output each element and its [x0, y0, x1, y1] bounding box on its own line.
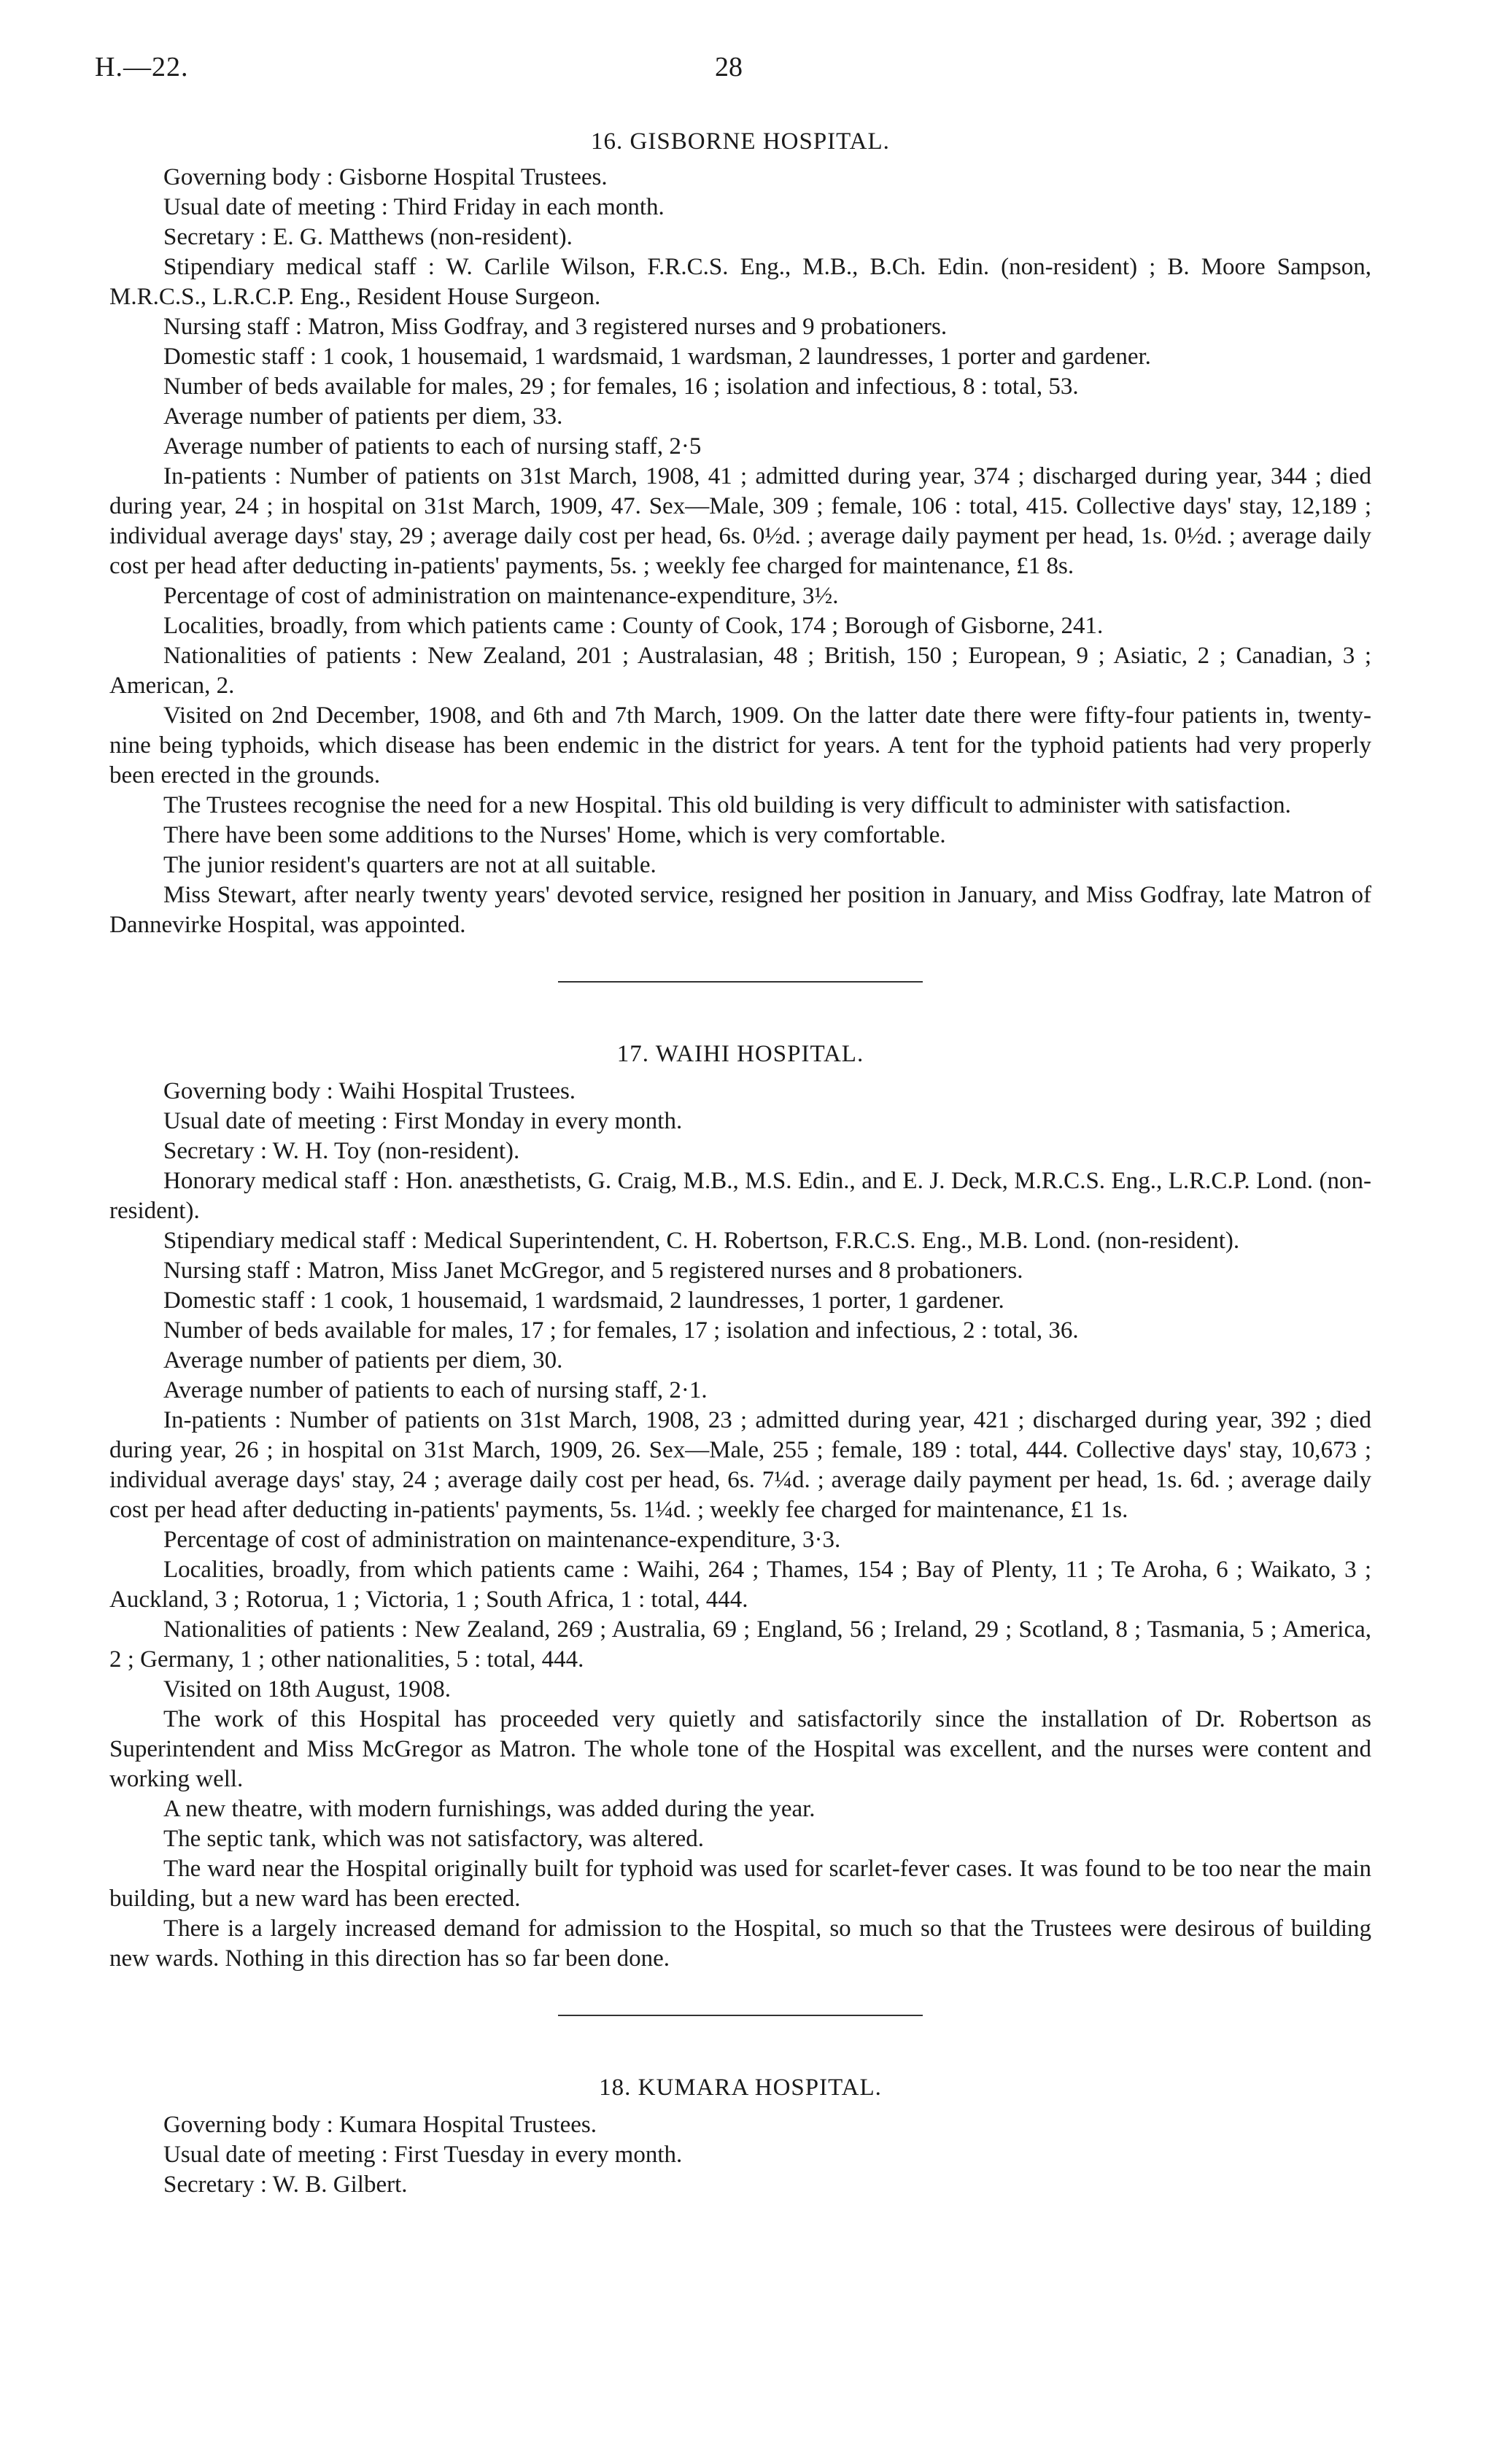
- paragraph: Localities, broadly, from which patients came : Waihi, 264 ; Thames, 154 ; Bay of Plenty, 11 ; Te Aroha, 6 ; Waikato, 3 ; Auckland, 3 ; Rotorua, 1 ; Victoria, 1 ; South Africa, 1 : total, 444.: [109, 1557, 1371, 1613]
- paragraph: The septic tank, which was not satisfactory, was altered.: [163, 1826, 705, 1852]
- paragraph: Percentage of cost of administration on maintenance-expenditure, 3½.: [163, 583, 839, 609]
- paragraph: Usual date of meeting : Third Friday in each month.: [163, 194, 665, 220]
- paragraph: Percentage of cost of administration on maintenance-expenditure, 3·3.: [163, 1527, 841, 1553]
- paragraph: Average number of patients per diem, 33.: [163, 403, 563, 430]
- section-title: 16. GISBORNE HOSPITAL.: [591, 128, 890, 155]
- paragraph: The junior resident's quarters are not at all suitable.: [163, 852, 656, 878]
- paragraph: Visited on 18th August, 1908.: [163, 1676, 452, 1702]
- paragraph: Average number of patients to each of nursing staff, 2·1.: [163, 1377, 708, 1403]
- paragraph: The Trustees recognise the need for a new Hospital. This old building is very difficult to administer with satisfaction.: [163, 792, 1291, 818]
- paragraph: Localities, broadly, from which patients came : County of Cook, 174 ; Borough of Gisborne, 241.: [163, 613, 1104, 639]
- paragraph: In-patients : Number of patients on 31st March, 1908, 41 ; admitted during year, 374 ; discharged during year, 344 ; died during year, 24 ; in hospital on 31st March, 1909, 47. Sex—Male, 309 ; female, 106 : total, 415. Collective days' stay, 12,189 ; individual average days' stay, 29 ; average daily cost per head, 6s. 0½d. ; average daily payment per head, 1s. 0½d. ; average daily cost per head after deducting in-patients' payments, 5s. ; weekly fee charged for maintenance, £1 8s.: [109, 463, 1371, 579]
- paragraph: Governing body : Gisborne Hospital Trustees.: [163, 164, 608, 190]
- section-divider: [558, 2015, 923, 2016]
- paragraph: The work of this Hospital has proceeded very quietly and satisfactorily since the installation of Dr. Robertson as Superintendent and Miss McGregor as Matron. The whole tone of the Hospital was excellent, and the nurses were content and working well.: [109, 1706, 1371, 1792]
- section-title: 18. KUMARA HOSPITAL.: [599, 2074, 882, 2101]
- paragraph: Governing body : Waihi Hospital Trustees.: [163, 1078, 576, 1104]
- paragraph: Usual date of meeting : First Monday in every month.: [163, 1108, 683, 1134]
- document-page: [95, 44, 1371, 2200]
- paragraph: Visited on 2nd December, 1908, and 6th and 7th March, 1909. On the latter date there were fifty-four patients in, twenty-nine being typhoids, which disease has been endemic in the district for years. A tent for the typhoid patients had very properly been erected in the grounds.: [109, 702, 1371, 789]
- paragraph: Miss Stewart, after nearly twenty years' devoted service, resigned her position in January, and Miss Godfray, late Matron of Dannevirke Hospital, was appointed.: [109, 882, 1371, 938]
- section-waihi-hospital: [109, 1041, 1371, 1974]
- section-title: 17. WAIHI HOSPITAL.: [616, 1041, 864, 1067]
- paragraph: Average number of patients to each of nursing staff, 2·5: [163, 433, 702, 460]
- paragraph: Nationalities of patients : New Zealand, 269 ; Australia, 69 ; England, 56 ; Ireland, 29 ; Scotland, 8 ; Tasmania, 5 ; America, 2 ; Germany, 1 ; other nationalities, 5 : total, 444.: [109, 1616, 1371, 1673]
- paragraph: Nursing staff : Matron, Miss Godfray, and 3 registered nurses and 9 probationers.: [163, 314, 948, 340]
- paragraph: Secretary : E. G. Matthews (non-resident).: [163, 224, 573, 250]
- paragraph: Stipendiary medical staff : W. Carlile Wilson, F.R.C.S. Eng., M.B., B.Ch. Edin. (non-resident) ; B. Moore Sampson, M.R.C.S., L.R.C.P. Eng., Resident House Surgeon.: [109, 254, 1371, 310]
- paragraph: There is a largely increased demand for admission to the Hospital, so much so that the Trustees were desirous of building new wards. Nothing in this direction has so far been done.: [109, 1915, 1371, 1972]
- paragraph: Nationalities of patients : New Zealand, 201 ; Australasian, 48 ; British, 150 ; European, 9 ; Asiatic, 2 ; Canadian, 3 ; American, 2.: [109, 643, 1371, 699]
- section-kumara-hospital: [109, 2074, 1371, 2200]
- paragraph: Domestic staff : 1 cook, 1 housemaid, 1 wardsmaid, 1 wardsman, 2 laundresses, 1 porter and gardener.: [163, 344, 1151, 370]
- paragraph: Stipendiary medical staff : Medical Superintendent, C. H. Robertson, F.R.C.S. Eng., M.B. Lond. (non-resident).: [163, 1228, 1240, 1254]
- page-header: [95, 44, 1371, 95]
- paragraph: The ward near the Hospital originally built for typhoid was used for scarlet-fever cases. It was found to be too near the main building, but a new ward has been erected.: [109, 1856, 1371, 1912]
- paragraph: Secretary : W. H. Toy (non-resident).: [163, 1138, 520, 1164]
- paragraph: Governing body : Kumara Hospital Trustees.: [163, 2112, 597, 2138]
- paragraph: Domestic staff : 1 cook, 1 housemaid, 1 wardsmaid, 2 laundresses, 1 porter, 1 gardener.: [163, 1287, 1004, 1314]
- paragraph: Number of beds available for males, 17 ; for females, 17 ; isolation and infectious, 2 : total, 36.: [163, 1317, 1079, 1344]
- paragraph: Number of beds available for males, 29 ; for females, 16 ; isolation and infectious, 8 : total, 53.: [163, 373, 1079, 400]
- paragraph: Secretary : W. B. Gilbert.: [163, 2172, 408, 2198]
- paragraph: Average number of patients per diem, 30.: [163, 1347, 563, 1374]
- section-gisborne-hospital: [109, 128, 1371, 940]
- paragraph: Nursing staff : Matron, Miss Janet McGregor, and 5 registered nurses and 8 probationers.: [163, 1258, 1023, 1284]
- paragraph: Honorary medical staff : Hon. anæsthetists, G. Craig, M.B., M.S. Edin., and E. J. Deck, M.R.C.S. Eng., L.R.C.P. Lond. (non-resident).: [109, 1168, 1371, 1224]
- paragraph: In-patients : Number of patients on 31st March, 1908, 23 ; admitted during year, 421 ; discharged during year, 392 ; died during year, 26 ; in hospital on 31st March, 1909, 26. Sex—Male, 255 ; female, 189 : total, 444. Collective days' stay, 10,673 ; individual average days' stay, 24 ; average daily cost per head, 6s. 7¼d. ; average daily payment per head, 1s. 6d. ; average daily cost per head after deducting in-patients' payments, 5s. 1¼d. ; weekly fee charged for maintenance, £1 1s.: [109, 1407, 1371, 1523]
- paragraph: A new theatre, with modern furnishings, was added during the year.: [163, 1796, 816, 1822]
- page-number: 28: [715, 52, 743, 82]
- paragraph: Usual date of meeting : First Tuesday in every month.: [163, 2142, 683, 2168]
- section-divider: [558, 981, 923, 983]
- document-reference: H.—22.: [95, 52, 189, 82]
- paragraph: There have been some additions to the Nurses' Home, which is very comfortable.: [163, 822, 946, 848]
